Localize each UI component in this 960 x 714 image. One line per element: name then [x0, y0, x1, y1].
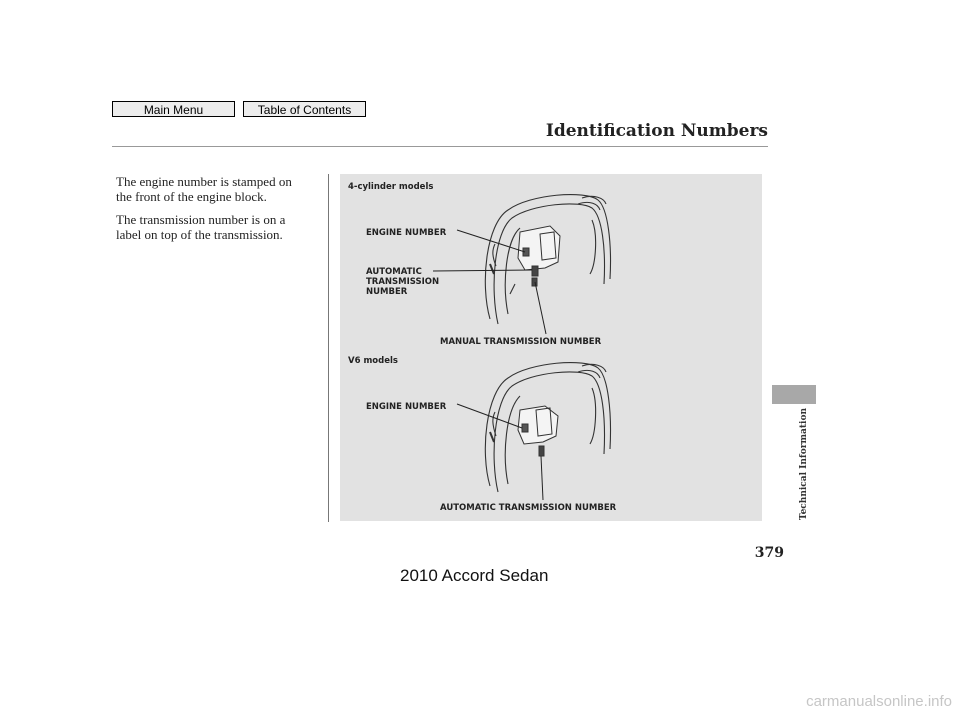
paragraph-line: label on top of the transmission.: [116, 227, 283, 242]
footer-model-name: 2010 Accord Sedan: [400, 566, 549, 585]
label-auto-trans-line3: NUMBER: [366, 287, 408, 297]
section-heading-4-cylinder: 4-cylinder models: [348, 182, 434, 192]
header-divider: [112, 146, 768, 147]
engine-block-4-cylinder: [518, 226, 560, 286]
watermark-text: carmanualsonline.info: [806, 693, 952, 710]
page-title: Identification Numbers: [545, 121, 768, 141]
section-heading-v6: V6 models: [348, 356, 398, 366]
table-of-contents-button[interactable]: Table of Contents: [243, 101, 366, 117]
page-number: 379: [754, 545, 784, 561]
engine-number-paragraph: [116, 174, 316, 204]
label-engine-number: ENGINE NUMBER: [366, 228, 447, 238]
label-auto-trans-line2: TRANSMISSION: [366, 277, 440, 287]
label-engine-number-v6: ENGINE NUMBER: [366, 402, 447, 412]
transmission-number-paragraph: [116, 212, 316, 242]
column-divider: [328, 174, 329, 522]
paragraph-line: the front of the engine block.: [116, 189, 267, 204]
identification-figure: [340, 174, 762, 521]
label-automatic-transmission-number-v6: AUTOMATIC TRANSMISSION NUMBER: [440, 503, 617, 513]
paragraph-line: The engine number is stamped on: [116, 174, 292, 189]
section-label-text: Technical Information: [799, 408, 809, 521]
label-manual-transmission-number: MANUAL TRANSMISSION NUMBER: [440, 337, 602, 347]
section-label-vertical: [798, 408, 814, 521]
paragraph-line: The transmission number is on a: [116, 212, 286, 227]
identification-figure-panel: [340, 174, 762, 521]
label-auto-trans-line1: AUTOMATIC: [366, 267, 422, 277]
engine-block-v6: [518, 406, 558, 456]
section-tab-marker: [772, 385, 816, 404]
main-menu-button[interactable]: Main Menu: [112, 101, 235, 117]
